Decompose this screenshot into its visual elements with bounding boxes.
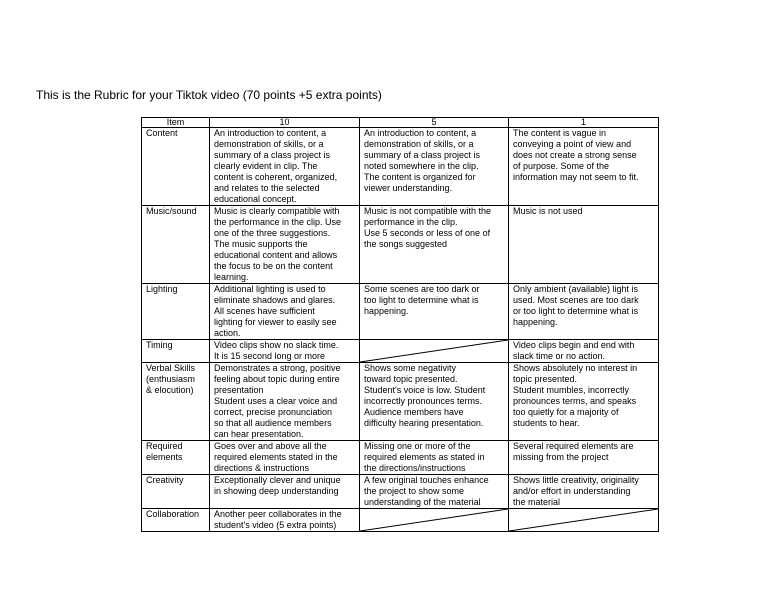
- collaboration-10: Another peer collaborates in the student's video (5 extra points): [210, 509, 360, 532]
- content-5: An introduction to content, a demonstration of skills, or a summary of a class project is noted somewhere in the clip. The content is organized for viewer understanding.: [360, 128, 509, 206]
- diagonal-slash: [360, 509, 508, 531]
- collaboration-1-empty: [509, 509, 659, 532]
- row-verbal: [142, 363, 659, 441]
- creativity-10: Exceptionally clever and unique in showing deep understanding: [210, 475, 360, 509]
- music-10: Music is clearly compatible with the performance in the clip. Use one of the three suggestions. The music supports the educational content and allows the focus to be on the content learning.: [210, 206, 360, 284]
- rubric-heading: This is the Rubric for your Tiktok video (70 points +5 extra points): [36, 88, 382, 102]
- lighting-1: Only ambient (available) light is used. Most scenes are too dark or too light to determine what is happening.: [509, 284, 659, 340]
- item-required: Required elements: [142, 441, 210, 475]
- music-1: Music is not used: [509, 206, 659, 284]
- row-creativity: [142, 475, 659, 509]
- lighting-10: Additional lighting is used to eliminate shadows and glares. All scenes have sufficient lighting for viewer to easily see action.: [210, 284, 360, 340]
- collaboration-5-empty: [360, 509, 509, 532]
- item-lighting: Lighting: [142, 284, 210, 340]
- row-content: [142, 128, 659, 206]
- required-5: Missing one or more of the required elements as stated in the directions/instructions: [360, 441, 509, 475]
- verbal-5: Shows some negativity toward topic presented. Student's voice is low. Student incorrectly pronounces terms. Audience members have difficulty hearing presentation.: [360, 363, 509, 441]
- diagonal-slash: [509, 509, 658, 531]
- content-10: An introduction to content, a demonstration of skills, or a summary of a class project is clearly evident in clip. The content is coherent, organized, and relates to the selected educational concept.: [210, 128, 360, 206]
- content-1: The content is vague in conveying a point of view and does not create a strong sense of purpose. Some of the information may not seem to fit.: [509, 128, 659, 206]
- row-music: [142, 206, 659, 284]
- item-timing: Timing: [142, 340, 210, 363]
- timing-10: Video clips show no slack time. It is 15 second long or more: [210, 340, 360, 363]
- row-required: [142, 441, 659, 475]
- rubric-table: [141, 117, 659, 532]
- verbal-1: Shows absolutely no interest in topic presented. Student mumbles, incorrectly pronounces terms, and speaks too quietly for a majority of students to hear.: [509, 363, 659, 441]
- header-row: [142, 118, 659, 128]
- required-10: Goes over and above all the required elements stated in the directions & instructions: [210, 441, 360, 475]
- timing-1: Video clips begin and end with slack time or no action.: [509, 340, 659, 363]
- header-5: 5: [360, 118, 509, 128]
- verbal-10: Demonstrates a strong, positive feeling about topic during entire presentation Student uses a clear voice and correct, precise pronunciation so that all audience members can hear presentation.: [210, 363, 360, 441]
- item-collaboration: Collaboration: [142, 509, 210, 532]
- item-music: Music/sound: [142, 206, 210, 284]
- row-collaboration: [142, 509, 659, 532]
- lighting-5: Some scenes are too dark or too light to determine what is happening.: [360, 284, 509, 340]
- row-timing: [142, 340, 659, 363]
- timing-5-empty: [360, 340, 509, 363]
- item-content: Content: [142, 128, 210, 206]
- music-5: Music is not compatible with the performance in the clip. Use 5 seconds or less of one of the songs suggested: [360, 206, 509, 284]
- row-lighting: [142, 284, 659, 340]
- item-verbal: Verbal Skills (enthusiasm & elocution): [142, 363, 210, 441]
- header-1: 1: [509, 118, 659, 128]
- header-10: 10: [210, 118, 360, 128]
- creativity-5: A few original touches enhance the project to show some understanding of the material: [360, 475, 509, 509]
- diagonal-slash: [360, 340, 508, 362]
- required-1: Several required elements are missing from the project: [509, 441, 659, 475]
- creativity-1: Shows little creativity, originality and/or effort in understanding the material: [509, 475, 659, 509]
- header-item: Item: [142, 118, 210, 128]
- item-creativity: Creativity: [142, 475, 210, 509]
